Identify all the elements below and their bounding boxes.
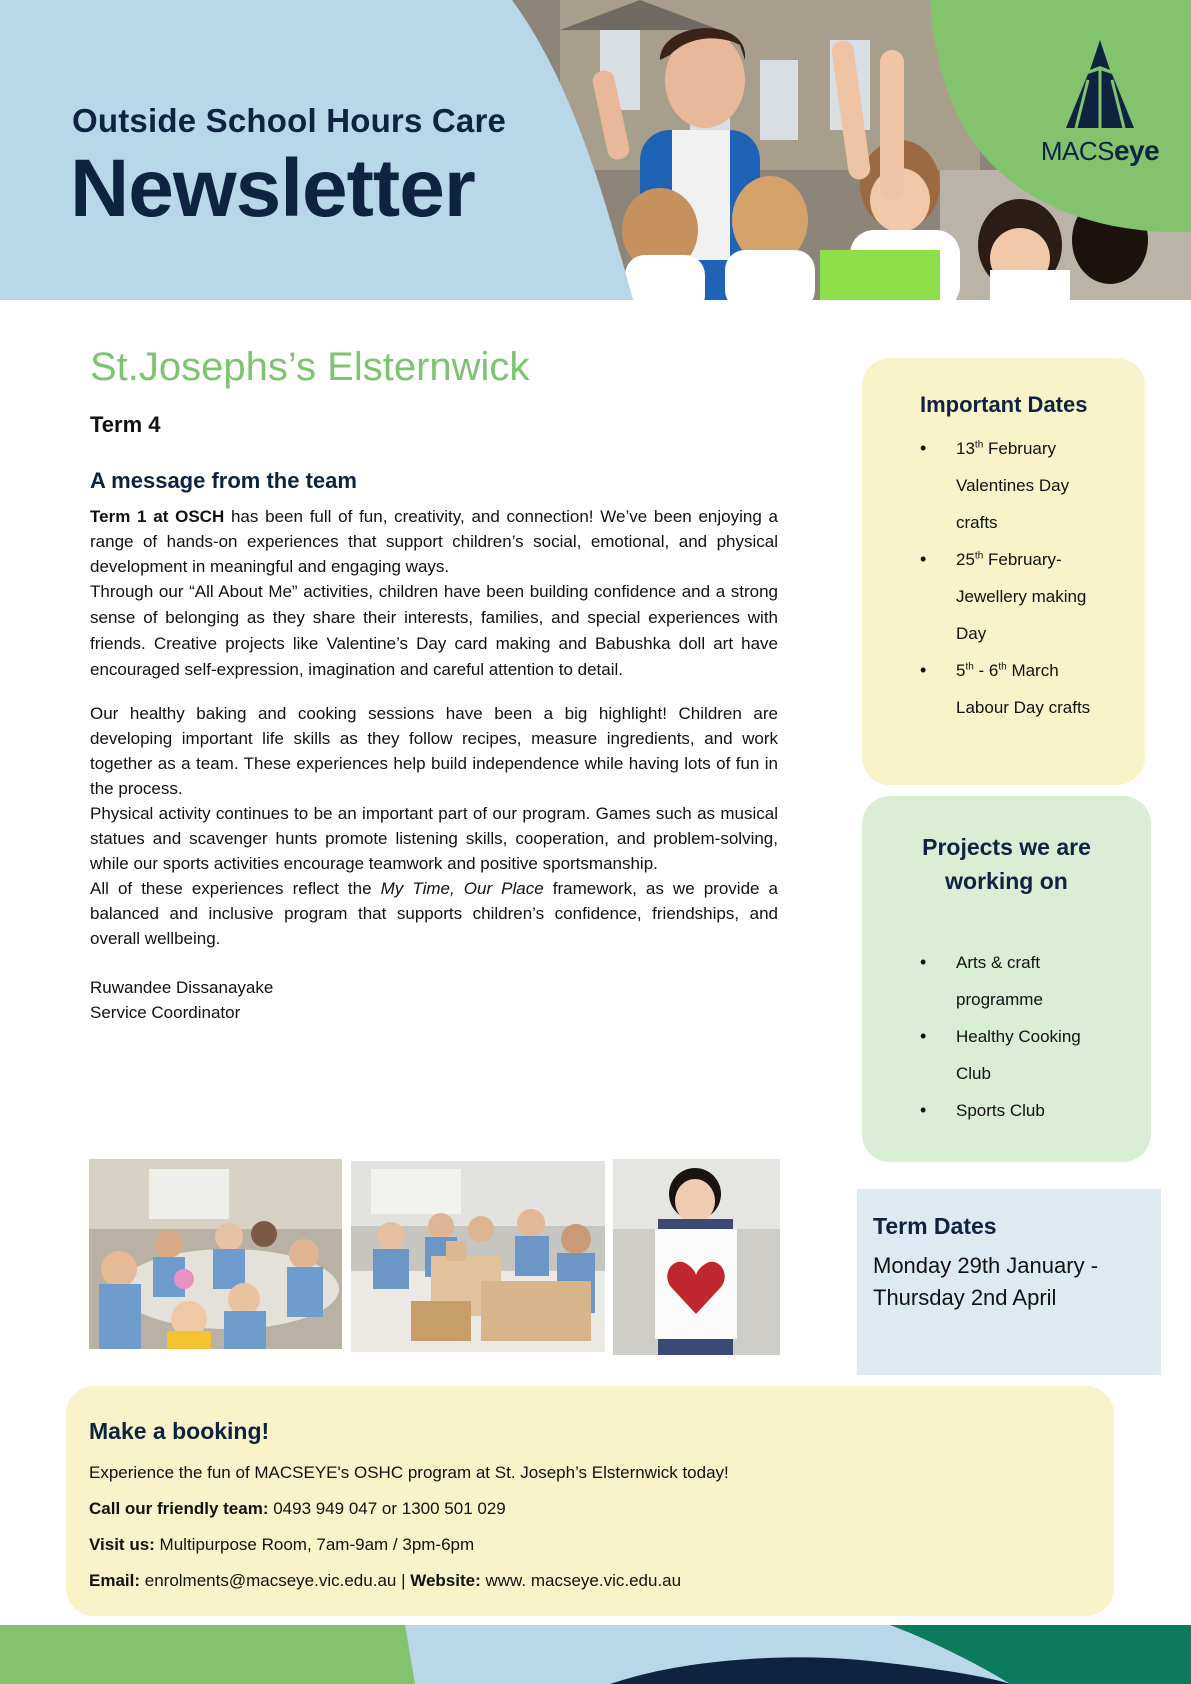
date-item: • 13th February Valentines Day crafts [920,430,1125,541]
term-dates-box [857,1189,1161,1375]
brand-logo [1040,40,1160,167]
term-dates-heading: Term Dates [873,1213,997,1239]
booking-location: Visit us: Multipurpose Room, 7am-9am / 3pm-6pm [89,1535,475,1554]
message-heading: A message from the team [90,468,357,493]
main-column [90,345,778,1025]
important-dates-list [920,430,1125,726]
important-dates-heading: Important Dates [920,392,1088,417]
header-subtitle: Outside School Hours Care [72,102,507,139]
paragraph-5: All of these experiences reflect the My Time, Our Place framework, as we provide a balanced and inclusive program that supports children’s confidence, friendships, and overall wellbeing. [90,879,779,948]
signature [90,975,778,1025]
term-label: Term 4 [90,412,161,437]
footer-shapes [0,1625,1191,1684]
logo-wordmark: MACSeye [1040,135,1160,166]
projects-heading: Projects we are working on [922,834,1091,894]
signature-name: Ruwandee Dissanayake [90,978,274,997]
project-item: • Healthy Cooking Club [920,1018,1127,1092]
project-item: • Sports Club [920,1092,1127,1129]
signature-role: Service Coordinator [90,1003,241,1022]
paragraph-4: Physical activity continues to be an important part of our program. Games such as musical statues and scavenger hunts promote listening skills, cooperation, and problem-solving, while our sports activities encourage teamwork and positive sportsmanship. [90,804,778,873]
booking-heading: Make a booking! [89,1418,270,1444]
booking-phone: Call our friendly team: 0493 949 047 or 1300 501 029 [89,1499,506,1518]
important-dates-box [862,358,1145,785]
term-dates-value: Monday 29th January - Thursday 2nd April [873,1253,1099,1310]
header-banner [0,0,1191,300]
photo-child-heart-card [613,1159,780,1355]
macseye-logo-icon [1060,40,1140,128]
paragraph-1: Term 1 at OSCH has been full of fun, creativity, and connection! We’ve been enjoying a range of hands-on experiences that support children’s social, emotional, and physical development in meaningful and engaging ways. [90,507,778,576]
date-item: • 25th February- Jewellery making Day [920,541,1125,652]
photo-children-table [89,1159,342,1349]
projects-box [862,796,1151,1162]
photo-children-blocks [351,1161,605,1352]
projects-list [920,944,1127,1129]
project-item: • Arts & craft programme [920,944,1127,1018]
footer-band [0,1625,1191,1684]
paragraph-3: Our healthy baking and cooking sessions have been a big highlight! Children are developing important life skills as they follow recipes, measure ingredients, and work together as a team. These experiences help build independence while having lots of fun in the process. [90,704,778,798]
header-title: Newsletter [70,143,475,234]
booking-box [66,1386,1114,1616]
booking-contact: Email: enrolments@macseye.vic.edu.au | Website: www. macseye.vic.edu.au [89,1571,682,1590]
school-name: St.Josephs’s Elsternwick [90,345,530,389]
date-item: • 5th - 6th March Labour Day crafts [920,652,1125,726]
paragraph-2: Through our “All About Me” activities, children have been building confidence and a strong sense of belonging as they share their interests, families, and special experiences with friends. Creative projects like Valentine’s Day card making and Babushka doll art have encouraged self-expression, imagination and careful attention to detail. [90,582,778,679]
booking-intro: Experience the fun of MACSEYE's OSHC program at St. Joseph’s Elsternwick today! [89,1463,729,1482]
